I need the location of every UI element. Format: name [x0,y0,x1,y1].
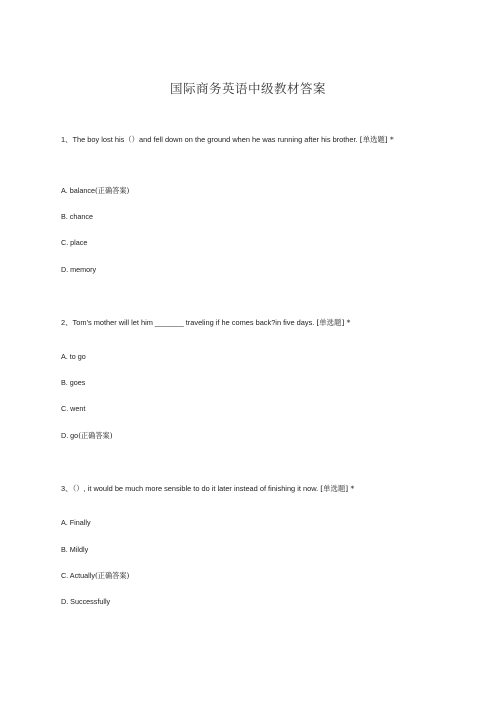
question-2-option-a [61,352,86,362]
option-label: D. Successfully [61,597,111,606]
question-1-number: 1 [61,135,66,144]
question-3-option-a [61,518,91,528]
page-title: 国际商务英语中级教材答案 [169,82,326,96]
question-3-option-d [61,597,110,607]
question-2 [61,317,431,330]
question-2-number: 2 [61,318,66,327]
question-1-text [61,134,431,147]
option-label: B. Mildly [61,545,89,554]
question-1-option-b [61,212,93,222]
question-3-option-c [61,571,129,581]
question-3-text [61,483,431,496]
question-1-option-a [61,186,129,196]
option-label: B. goes [61,378,86,387]
option-label: C. place [61,238,88,247]
question-1-stem: 、The boy lost his（）and fell down on the ground when he was running after his brother. [65,135,360,144]
question-2-option-b [61,378,85,388]
correct-answer-note: (正确答案) [78,431,113,440]
option-label: A. Finally [61,518,91,527]
option-label: D. go [61,431,79,440]
question-1-tag: [单选题] * [359,135,394,144]
question-2-option-c [61,404,85,414]
question-3-option-b [61,545,88,555]
option-label: A. to go [61,352,86,361]
question-1 [61,134,431,147]
question-2-tag: [单选题] * [316,318,351,327]
question-3-number: 3 [61,484,66,493]
correct-answer-note: (正确答案) [94,186,130,195]
question-1-option-d [61,265,96,275]
question-3-stem: 、（）, it would be much more sensible to do it later instead of finishing it now. [65,484,321,493]
option-label: C. Actually [61,571,95,580]
question-3-tag: [单选题] * [320,484,355,493]
option-label: A. balance [61,186,95,195]
question-3 [61,483,431,496]
question-2-stem: 、Tom’s mother will let him _______ traveling if he comes back?in five days. [65,318,317,327]
correct-answer-note: (正确答案) [94,571,130,580]
question-2-option-d [61,431,113,441]
option-label: B. chance [61,212,93,221]
option-label: C. went [61,404,86,413]
question-2-text [61,317,431,330]
question-1-option-c [61,238,87,248]
option-label: D. memory [61,265,97,274]
